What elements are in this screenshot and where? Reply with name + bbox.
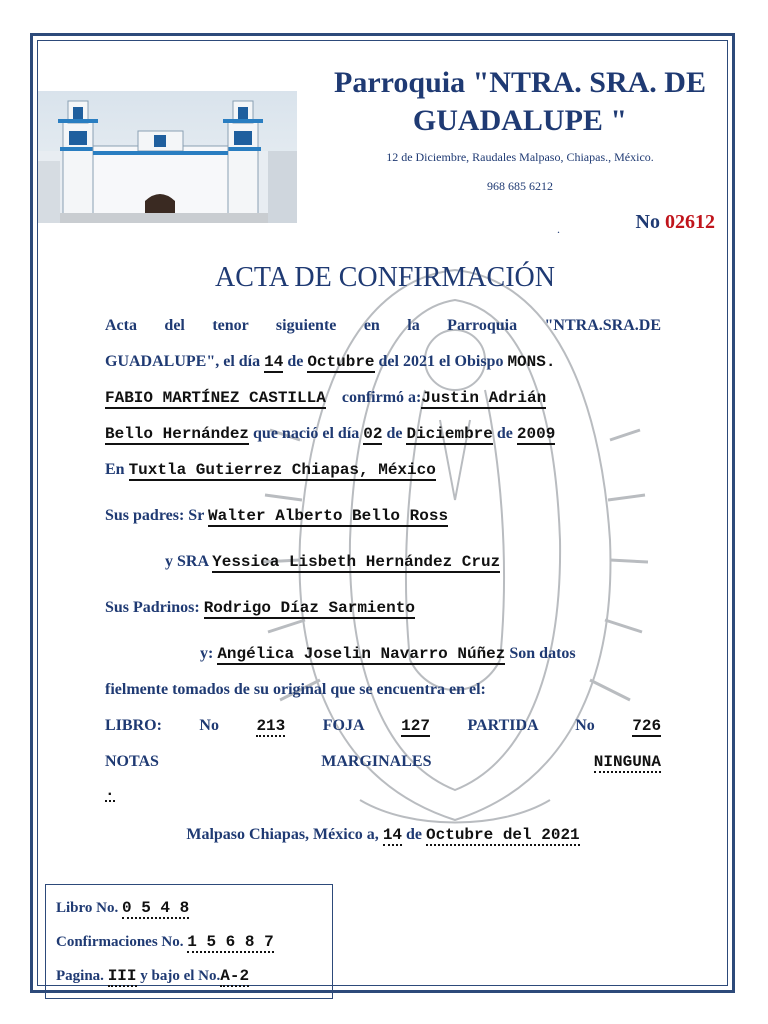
partida-value: 726 [632, 717, 662, 735]
foja-value: 127 [401, 717, 430, 735]
confirmed-label: confirmó a: [341, 389, 422, 406]
birth-day: 02 [363, 425, 383, 443]
mother-line [105, 544, 661, 580]
number-value: 02612 [665, 211, 715, 233]
parish-address: 12 de Diciembre, Raudales Malpaso, Chiapas., México. [386, 150, 654, 164]
number-label: No [635, 211, 660, 233]
notas-label: NOTAS MARGINALES [105, 753, 432, 770]
registry-libro-value: 0 5 4 8 [121, 899, 190, 917]
parish-title: Parroquia "NTRA. SRA. DE GUADALUPE " [334, 66, 706, 137]
confirmand-name-part1: Justin Adrián [421, 389, 547, 407]
godparents-label: Sus Padrinos: [105, 599, 200, 616]
acta-line-4 [105, 416, 661, 452]
godfather-line [105, 590, 661, 626]
data-text-2: fielmente tomados de su original que se encuentra en el: [105, 681, 486, 698]
godmother-label: y: [200, 645, 214, 662]
parents-line [105, 498, 661, 534]
intro-text-2a: GUADALUPE", el día [105, 353, 261, 370]
godmother-name: Angélica Joselin Navarro Núñez [217, 645, 506, 663]
registry-libro [56, 899, 189, 917]
registry-conf-label: Confirmaciones No. [56, 934, 184, 950]
registry-pagina-label: Pagina. [56, 968, 104, 984]
birth-year: 2009 [516, 425, 556, 443]
closing-place: Malpaso Chiapas, México a, [186, 826, 379, 843]
confirmation-month: Octubre [307, 353, 375, 371]
registry-box [45, 884, 333, 999]
intro-text-1: Acta del tenor siguiente en la Parroquia "NTRA.SRA.DE [105, 317, 661, 334]
acta-line-3 [105, 380, 661, 416]
acta-title: ACTA DE CONFIRMACIÓN [214, 262, 555, 293]
acta-line-1 [105, 308, 661, 344]
closing-date-rest: Octubre del 2021 [426, 826, 580, 844]
birth-month: Diciembre [406, 425, 493, 443]
acta-line-2 [105, 344, 661, 380]
birthplace: Tuxtla Gutierrez Chiapas, México [128, 461, 436, 479]
libro-value: 213 [256, 717, 286, 735]
partida-label: PARTIDA No [467, 717, 595, 734]
document-number [560, 211, 715, 234]
acta-line-5 [105, 452, 661, 488]
in-label: En [105, 461, 125, 478]
registry-conf-value: 1 5 6 8 7 [187, 933, 274, 951]
mother-label: y SRA [165, 553, 209, 570]
header-dot: . [557, 222, 560, 236]
libro-line [105, 708, 661, 744]
confirmand-name-part2: Bello Hernández [105, 425, 250, 443]
mother-name: Yessica Lisbeth Hernández Cruz [212, 553, 501, 571]
birth-de: de [386, 425, 403, 442]
closing-date [105, 826, 661, 844]
registry-confirmaciones [56, 933, 274, 951]
church-photo [38, 91, 297, 223]
birth-de2: de [496, 425, 513, 442]
parents-label: Sus padres: Sr [105, 507, 204, 524]
intro-text-2c: del 2021 el Obispo [378, 353, 504, 370]
registry-libro-label: Libro No. [56, 900, 119, 916]
notas-value: NINGUNA [593, 753, 662, 771]
parish-phone: 968 685 6212 [487, 179, 553, 193]
trailing-line [105, 780, 661, 802]
data-line-2 [105, 672, 661, 708]
registry-bajo-label: y bajo el No. [140, 968, 221, 984]
bishop-name-part1: MONS. [507, 353, 556, 371]
intro-text-2b: de [287, 353, 304, 370]
registry-pagina [56, 967, 249, 985]
closing-day: 14 [382, 826, 403, 844]
godfather-name: Rodrigo Díaz Sarmiento [203, 599, 415, 617]
libro-label: LIBRO: No [105, 717, 219, 734]
closing-de: de [406, 826, 423, 843]
born-label: que nació el día [253, 425, 360, 442]
confirmation-day: 14 [264, 353, 284, 371]
foja-label: FOJA [322, 717, 364, 734]
godmother-line [105, 636, 661, 672]
registry-pagina-value: III [107, 967, 137, 985]
notas-line [105, 744, 661, 780]
data-text-1: Son datos [509, 645, 576, 662]
trailing-dot: . [105, 782, 115, 800]
acta-body [105, 308, 661, 802]
father-name: Walter Alberto Bello Ross [208, 507, 449, 525]
registry-bajo-value: A-2 [220, 967, 250, 985]
bishop-name-part2: FABIO MARTÍNEZ CASTILLA [105, 389, 326, 407]
